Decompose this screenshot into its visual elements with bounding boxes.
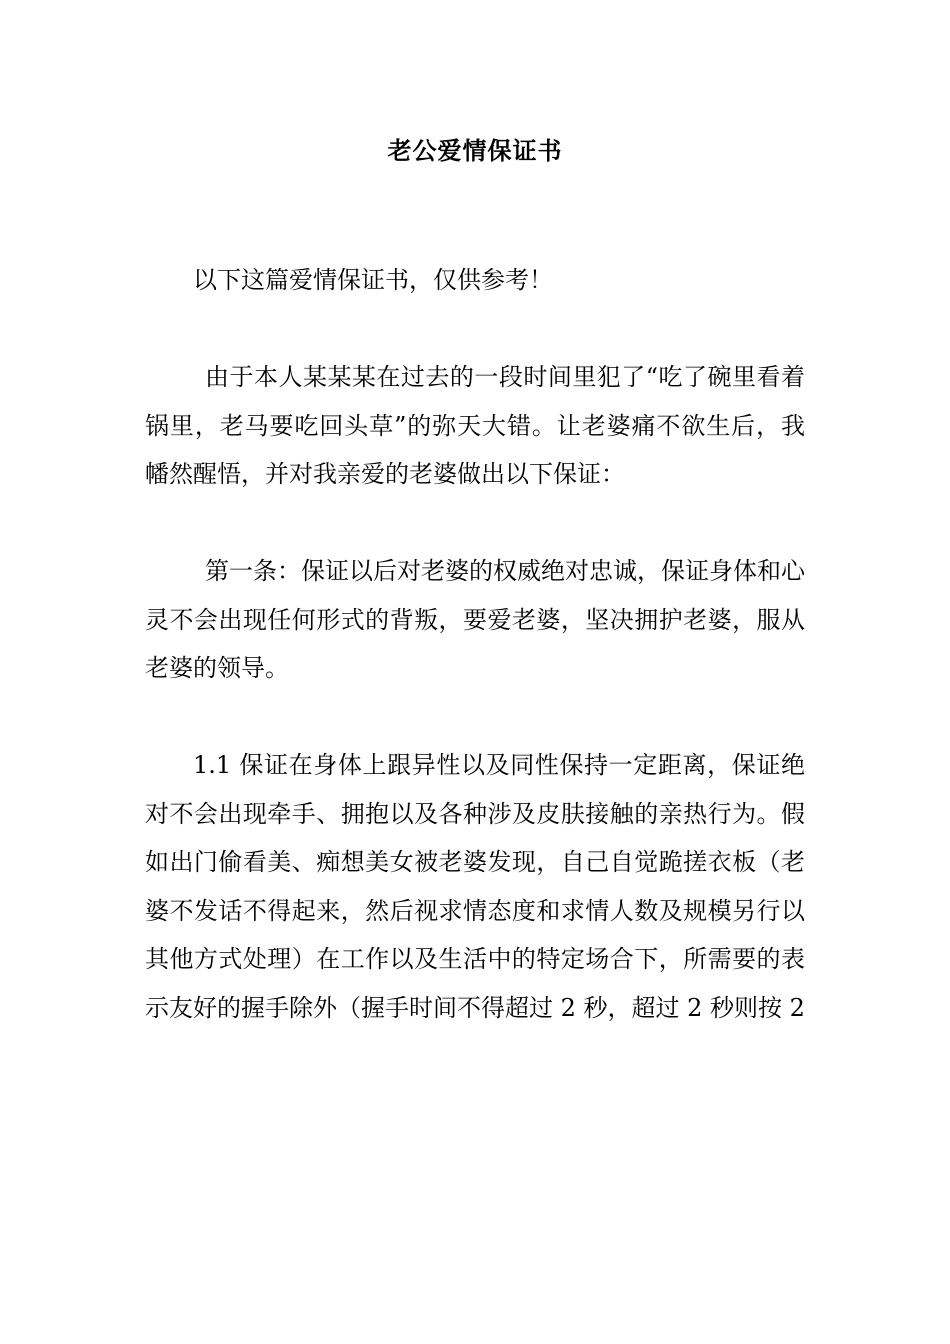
document-body: [145, 256, 805, 1032]
document-title: 老公爱情保证书: [387, 137, 563, 165]
intro-paragraph: 以下这篇爱情保证书，仅供参考！: [193, 266, 553, 294]
clause-1-1-paragraph: 1.1 保证在身体上跟异性以及同性保持一定距离，保证绝对不会出现牵手、拥抱以及各种涉及皮肤接触的亲热行为。假如出门偷看美、痴想美女被老婆发现，自己自觉跪搓衣板（老婆不发话不得起来，然后视求情态度和求情人数及规模另行以其他方式处理）在工作以及生活中的特定场合下，所需要的表示友好的握手除外（握手时间不得超过 2 秒，超过 2 秒则按 2: [145, 751, 805, 1022]
background-paragraph: 由于本人某某某在过去的一段时间里犯了“吃了碗里看着锅里，老马要吃回头草”的弥天大错。让老婆痛不欲生后，我幡然醒悟，并对我亲爱的老婆做出以下保证：: [145, 363, 805, 488]
article-one-paragraph: 第一条：保证以后对老婆的权威绝对忠诚，保证身体和心灵不会出现任何形式的背叛，要爱老婆，坚决拥护老婆，服从老婆的领导。: [145, 557, 805, 682]
